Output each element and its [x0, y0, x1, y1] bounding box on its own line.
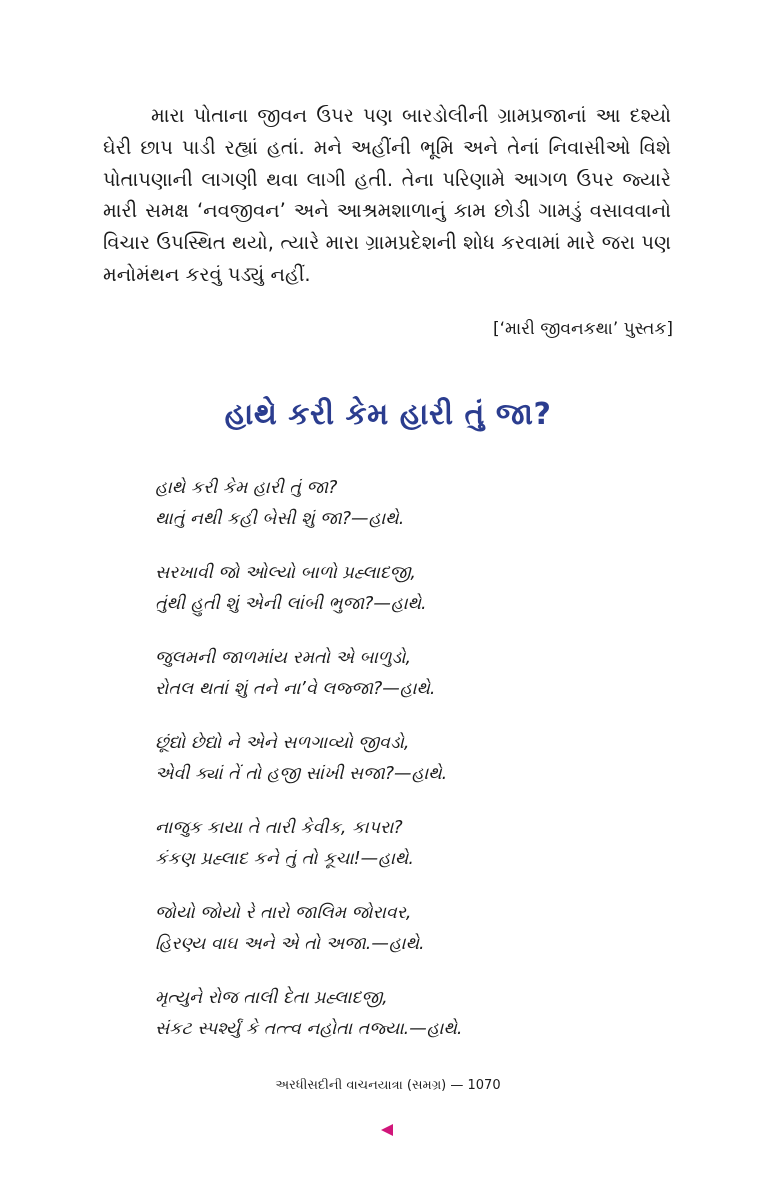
poem-line: મૃત્યુને રોજ તાલી દેતા પ્રહ્લાદજી, [155, 988, 388, 1008]
poem-line: એવી ક્યાં તેં તો હજી સાંખી સજા?—હાથે. [155, 764, 448, 784]
stanza [155, 983, 675, 1045]
poem-line: જુલમની જાળમાંય રમતો એ બાળુડો, [155, 648, 412, 668]
stanza [155, 558, 675, 620]
poem-line: હાથે કરી કેમ હારી તું જા? [155, 478, 338, 498]
poem-title: હાથે કરી કેમ હારી તું જા? [224, 397, 552, 432]
poem-line: સંકટ સ્પર્શ્યું કે તત્ત્વ નહોતા તજ્યા.—હાથે. [155, 1019, 463, 1039]
poem-line: રોતલ થતાં શું તને ના’વે લજ્જા?—હાથે. [155, 679, 436, 699]
poem-line: નાજુક કાયા તે તારી કેવીક, કાપરા? [155, 818, 403, 838]
stanza [155, 473, 675, 535]
previous-page-arrow-icon[interactable] [381, 1124, 393, 1136]
poem-line: હિરણ્ય વાઘ અને એ તો અજા.—હાથે. [155, 934, 425, 954]
stanza [155, 728, 675, 790]
prose-section [103, 100, 671, 291]
poem-line: કંકણ પ્રહ્લાદ કને તું તો કૂચા!—હાથે. [155, 849, 414, 869]
stanza [155, 643, 675, 705]
poem-line: તુંથી હુતી શું એની લાંબી ભુજા?—હાથે. [155, 594, 427, 614]
prose-paragraph: મારા પોતાના જીવન ઉપર પણ બારડોલીની ગ્રામપ્રજાનાં આ દશ્યો ઘેરી છાપ પાડી રહ્યાં હતાં. મને અહીંની ભૂમિ અને તેનાં નિવાસીઓ વિશે પોતાપણાની લાગણી થવા લાગી હતી. તેના પરિણામે આગળ ઉપર જ્યારે મારી સમક્ષ ‘નવજીવન’ અને આશ્રમશાળાનું કામ છોડી ગામડું વસાવવાનો વિચાર ઉપસ્થિત થયો, ત્યારે મારા ગ્રામપ્રદેશની શોધ કરવામાં મારે જરા પણ મનોમંથન કરવું પડ્યું નહીં. [103, 104, 671, 286]
poem-line: થાતું નથી કહી બેસી શું જા?—હાથે. [155, 509, 405, 529]
poem-line: સરખાવી જો ઓલ્યો બાળો પ્રહ્લાદજી, [155, 563, 417, 583]
page-footer: અરધીસદીની વાચનયાત્રા (સમગ્ર) — 1070 [275, 1078, 501, 1093]
stanza [155, 813, 675, 875]
poem-line: છૂંદ્યો છેદ્યો ને એને સળગાવ્યો જીવડો, [155, 733, 410, 753]
stanza [155, 898, 675, 960]
poem-body [155, 473, 675, 1068]
poem-line: જોયો જોયો રે તારો જાલિમ જોરાવર, [155, 903, 412, 923]
source-citation: [‘મારી જીવનકથા’ પુસ્તક] [492, 319, 673, 339]
